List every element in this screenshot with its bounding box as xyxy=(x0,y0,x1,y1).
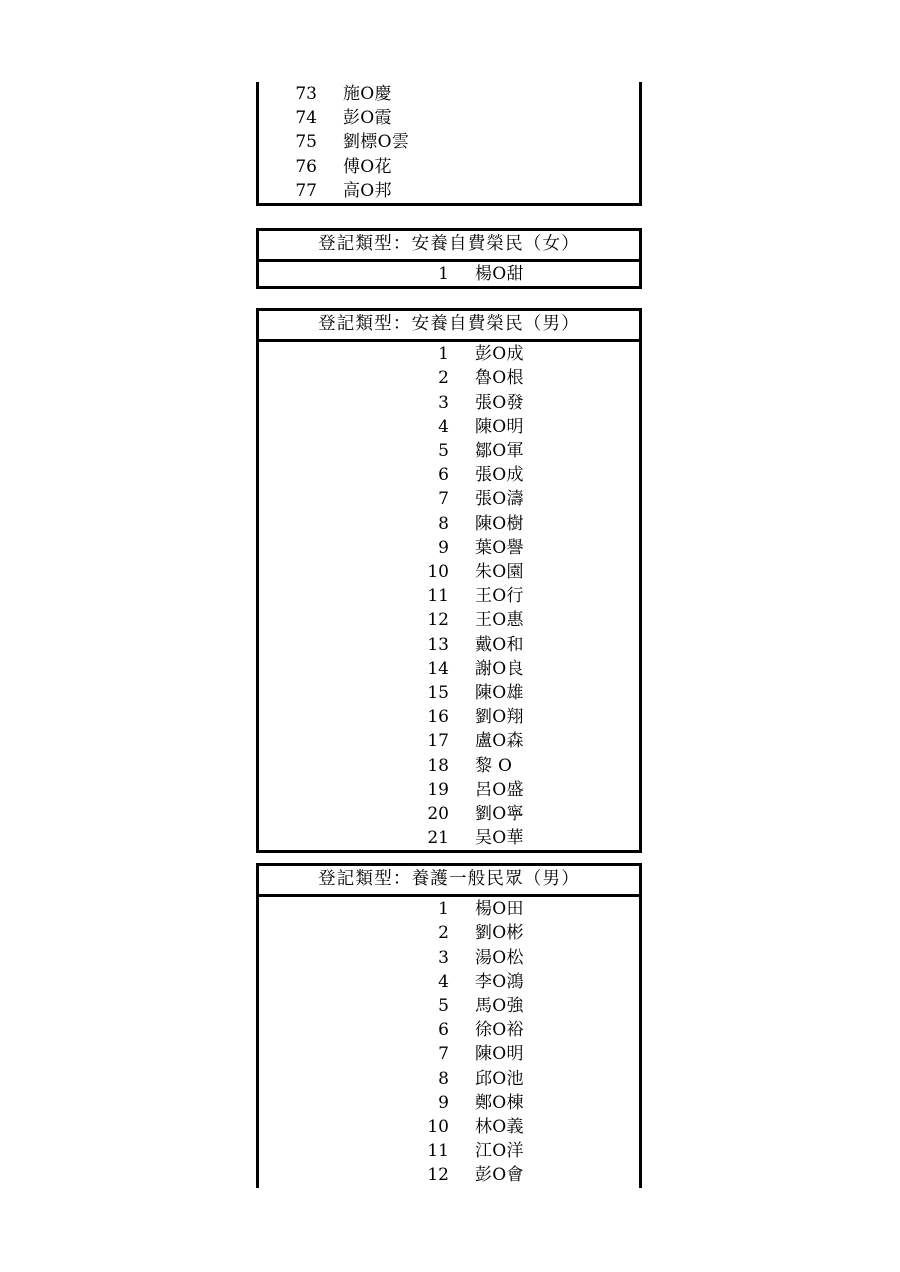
table-row xyxy=(258,633,641,657)
table-row xyxy=(258,657,641,681)
row-name: 謝O良 xyxy=(475,658,524,679)
table-row xyxy=(258,681,641,705)
row-number: 6 xyxy=(438,465,449,486)
table-row xyxy=(258,82,641,106)
table-block-self-pay-veteran-male xyxy=(256,308,642,853)
table-row xyxy=(258,1091,641,1115)
row-name: 林O義 xyxy=(475,1116,524,1137)
row-name: 傅O花 xyxy=(343,156,392,177)
table-row xyxy=(258,1139,641,1163)
row-number: 10 xyxy=(427,561,449,582)
row-name: 徐O裕 xyxy=(475,1020,524,1041)
row-name: 戴O和 xyxy=(475,634,524,655)
table-row xyxy=(258,896,641,922)
table-row xyxy=(258,1018,641,1042)
table-body xyxy=(258,310,641,852)
row-number: 8 xyxy=(438,1068,449,1089)
row-number: 6 xyxy=(438,1020,449,1041)
registration-type-header: 登記類型：安養自費榮民（男） xyxy=(258,310,641,341)
row-name: 朱O園 xyxy=(475,561,524,582)
table-row xyxy=(258,1067,641,1091)
registration-table-continued xyxy=(256,82,642,206)
table-row xyxy=(258,106,641,130)
row-name: 黎 O xyxy=(475,755,513,776)
table-body xyxy=(258,865,641,1188)
row-number: 2 xyxy=(438,923,449,944)
row-name: 楊O田 xyxy=(475,899,524,920)
row-number: 1 xyxy=(438,344,449,365)
table-row xyxy=(258,946,641,970)
table-row xyxy=(258,130,641,154)
row-number: 1 xyxy=(438,264,449,285)
table-row xyxy=(258,778,641,802)
table-row xyxy=(258,463,641,487)
table-row xyxy=(258,1115,641,1139)
row-name: 陳O明 xyxy=(475,416,524,437)
row-number: 14 xyxy=(427,658,449,679)
row-number: 12 xyxy=(427,1165,449,1186)
row-number: 3 xyxy=(438,392,449,413)
row-number: 73 xyxy=(295,84,317,104)
row-name: 鄭O棟 xyxy=(475,1092,524,1113)
row-name: 王O惠 xyxy=(475,610,524,631)
row-name: 盧O森 xyxy=(475,731,524,752)
table-row xyxy=(258,1042,641,1066)
row-number: 17 xyxy=(427,731,449,752)
table-row xyxy=(258,487,641,511)
row-name: 吴O華 xyxy=(475,828,524,849)
row-name: 李O鴻 xyxy=(475,971,524,992)
row-number: 4 xyxy=(438,416,449,437)
table-row xyxy=(258,366,641,390)
row-name: 陳O樹 xyxy=(475,513,524,534)
row-number: 11 xyxy=(427,1141,449,1162)
row-name: 陳O明 xyxy=(475,1044,524,1065)
row-name: 高O邦 xyxy=(343,180,392,201)
row-name: 呂O盛 xyxy=(475,779,524,800)
row-number: 9 xyxy=(438,1092,449,1113)
table-block-continued xyxy=(256,82,642,206)
row-number: 18 xyxy=(427,755,449,776)
row-number: 3 xyxy=(438,947,449,968)
row-number: 8 xyxy=(438,513,449,534)
table-header-row xyxy=(258,865,641,896)
table-row xyxy=(258,994,641,1018)
row-number: 13 xyxy=(427,634,449,655)
row-name: 張O成 xyxy=(475,465,524,486)
row-number: 11 xyxy=(427,586,449,607)
table-row xyxy=(258,536,641,560)
table-header-row xyxy=(258,310,641,341)
row-number: 1 xyxy=(438,899,449,920)
table-row xyxy=(258,705,641,729)
registration-table-self-pay-veteran-female xyxy=(256,228,642,289)
table-row xyxy=(258,1163,641,1187)
table-row xyxy=(258,729,641,753)
table-row xyxy=(258,802,641,826)
row-number: 76 xyxy=(295,156,317,177)
row-name: 邱O池 xyxy=(475,1068,524,1089)
row-name: 魯O根 xyxy=(475,368,524,389)
row-name: 湯O松 xyxy=(475,947,524,968)
row-name: 陳O雄 xyxy=(475,682,524,703)
row-number: 77 xyxy=(295,180,317,201)
row-name: 張O發 xyxy=(475,392,524,413)
table-block-nursing-general-public-male xyxy=(256,863,642,1188)
row-number: 21 xyxy=(427,828,449,849)
row-name: 馬O強 xyxy=(475,995,524,1016)
row-name: 江O洋 xyxy=(475,1141,524,1162)
row-name: 彭O成 xyxy=(475,344,524,365)
table-header-row xyxy=(258,230,641,261)
row-number: 16 xyxy=(427,707,449,728)
table-row xyxy=(258,512,641,536)
table-row xyxy=(258,341,641,367)
row-name: 王O行 xyxy=(475,586,524,607)
table-row xyxy=(258,560,641,584)
row-name: 劉O彬 xyxy=(475,923,524,944)
row-number: 74 xyxy=(295,108,317,129)
table-body xyxy=(258,230,641,288)
row-number: 20 xyxy=(427,803,449,824)
row-name: 施O慶 xyxy=(343,84,392,104)
table-row xyxy=(258,439,641,463)
row-number: 19 xyxy=(427,779,449,800)
table-block-self-pay-veteran-female xyxy=(256,228,642,289)
table-row xyxy=(258,391,641,415)
row-name: 張O濤 xyxy=(475,489,524,510)
row-number: 12 xyxy=(427,610,449,631)
row-number: 7 xyxy=(438,489,449,510)
table-row xyxy=(258,921,641,945)
row-number: 7 xyxy=(438,1044,449,1065)
table-row xyxy=(258,826,641,852)
row-name: 彭O霞 xyxy=(343,108,392,129)
row-number: 9 xyxy=(438,537,449,558)
row-name: 劉O翔 xyxy=(475,707,524,728)
registration-table-nursing-general-public-male xyxy=(256,863,642,1188)
table-row xyxy=(258,179,641,205)
table-row xyxy=(258,754,641,778)
row-name: 葉O譽 xyxy=(475,537,524,558)
table-row xyxy=(258,584,641,608)
row-name: 劉O寧 xyxy=(475,803,524,824)
table-row xyxy=(258,155,641,179)
row-number: 2 xyxy=(438,368,449,389)
row-number: 75 xyxy=(295,132,317,153)
row-number: 10 xyxy=(427,1116,449,1137)
row-name: 楊O甜 xyxy=(475,264,524,285)
table-row xyxy=(258,970,641,994)
row-name: 鄒O軍 xyxy=(475,440,524,461)
row-number: 5 xyxy=(438,995,449,1016)
registration-type-header: 登記類型：安養自費榮民（女） xyxy=(258,230,641,261)
row-name: 劉標O雲 xyxy=(343,132,410,153)
row-name: 彭O會 xyxy=(475,1165,524,1186)
table-row xyxy=(258,415,641,439)
row-number: 5 xyxy=(438,440,449,461)
table-row xyxy=(258,261,641,288)
table-body xyxy=(258,82,641,205)
row-number: 4 xyxy=(438,971,449,992)
registration-table-self-pay-veteran-male xyxy=(256,308,642,853)
row-number: 15 xyxy=(427,682,449,703)
registration-type-header: 登記類型：養護一般民眾（男） xyxy=(258,865,641,896)
table-row xyxy=(258,608,641,632)
